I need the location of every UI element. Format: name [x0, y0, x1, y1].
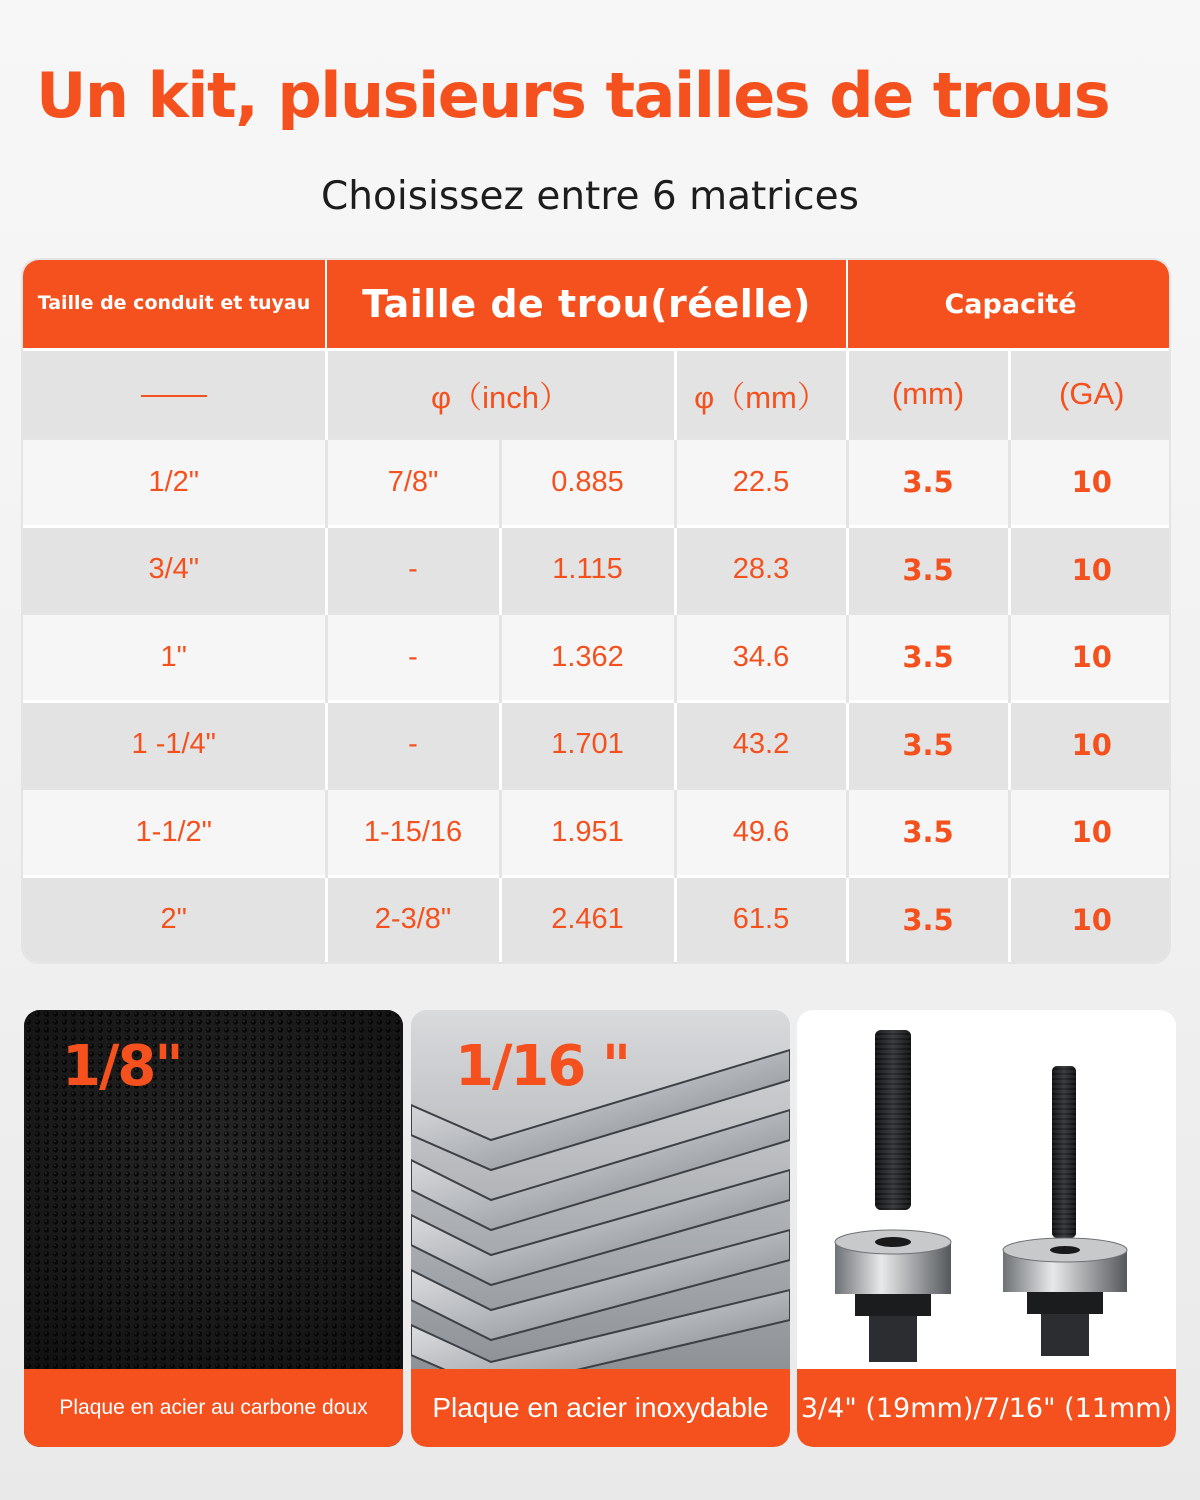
cell-capacity-mm: 3.5 [847, 789, 1009, 877]
page-subtitle: Choisissez entre 6 matrices [321, 174, 859, 219]
table-row [23, 701, 1171, 789]
table-row [23, 789, 1171, 877]
header-hole-size: Taille de trou(réelle) [326, 260, 847, 350]
table-row [23, 614, 1171, 702]
header-conduit-size: Taille de conduit et tuyau [23, 260, 326, 350]
cell-hole-mm: 28.3 [675, 526, 847, 614]
cell-conduit-size: 3/4" [23, 526, 326, 614]
cell-capacity-ga: 10 [1009, 614, 1171, 702]
thickness-badge: 1/8" [62, 1034, 182, 1099]
cell-capacity-ga: 10 [1009, 876, 1171, 962]
cell-capacity-mm: 3.5 [847, 614, 1009, 702]
cell-conduit-size: 1 -1/4" [23, 701, 326, 789]
cell-hole-mm: 61.5 [675, 876, 847, 962]
cell-hole-inch: 2.461 [500, 876, 675, 962]
card-caption: Plaque en acier inoxydable [411, 1369, 790, 1447]
header-capacity: Capacité [847, 260, 1171, 350]
table-header-row [23, 260, 1171, 350]
cell-hole-mm: 22.5 [675, 439, 847, 527]
cell-capacity-ga: 10 [1009, 789, 1171, 877]
cell-hole-mm: 34.6 [675, 614, 847, 702]
cell-capacity-ga: 10 [1009, 701, 1171, 789]
cell-conduit-size: 1-1/2" [23, 789, 326, 877]
cell-hole-mm: 49.6 [675, 789, 847, 877]
cell-capacity-mm: 3.5 [847, 439, 1009, 527]
dash-line-icon [141, 395, 207, 397]
table-subheader-row [23, 350, 1171, 439]
cell-hole-fraction: 1-15/16 [326, 789, 500, 877]
cell-capacity-ga: 10 [1009, 439, 1171, 527]
punch-set-card [797, 1010, 1176, 1447]
cell-conduit-size: 1" [23, 614, 326, 702]
draw-stud-punch-icon [797, 1010, 1176, 1370]
subheader-capacity-mm: (mm) [847, 350, 1009, 439]
cell-hole-inch: 1.701 [500, 701, 675, 789]
page-title: Un kit, plusieurs tailles de trous [36, 59, 1110, 132]
cell-conduit-size: 2" [23, 876, 326, 962]
subheader-size-dash [23, 350, 326, 439]
cell-hole-inch: 1.362 [500, 614, 675, 702]
cell-capacity-mm: 3.5 [847, 701, 1009, 789]
cell-hole-inch: 1.115 [500, 526, 675, 614]
cell-hole-fraction: - [326, 614, 500, 702]
cell-capacity-mm: 3.5 [847, 526, 1009, 614]
table-row [23, 439, 1171, 527]
thickness-badge: 1/16 " [455, 1034, 630, 1099]
cell-capacity-ga: 10 [1009, 526, 1171, 614]
subheader-capacity-ga: (GA) [1009, 350, 1171, 439]
stainless-steel-card [411, 1010, 790, 1447]
table-row [23, 876, 1171, 962]
carbon-steel-card [24, 1010, 403, 1447]
cell-hole-mm: 43.2 [675, 701, 847, 789]
cell-hole-fraction: 2-3/8" [326, 876, 500, 962]
cell-hole-fraction: - [326, 526, 500, 614]
subheader-mm: φ（mm） [675, 350, 847, 439]
hole-size-table [21, 258, 1171, 964]
cell-conduit-size: 1/2" [23, 439, 326, 527]
cell-capacity-mm: 3.5 [847, 876, 1009, 962]
cell-hole-inch: 1.951 [500, 789, 675, 877]
card-caption: 3/4" (19mm)/7/16" (11mm) [797, 1369, 1176, 1447]
table-row [23, 526, 1171, 614]
cell-hole-inch: 0.885 [500, 439, 675, 527]
subheader-inch: φ（inch） [326, 350, 675, 439]
cell-hole-fraction: - [326, 701, 500, 789]
cell-hole-fraction: 7/8" [326, 439, 500, 527]
card-caption: Plaque en acier au carbone doux [24, 1369, 403, 1447]
